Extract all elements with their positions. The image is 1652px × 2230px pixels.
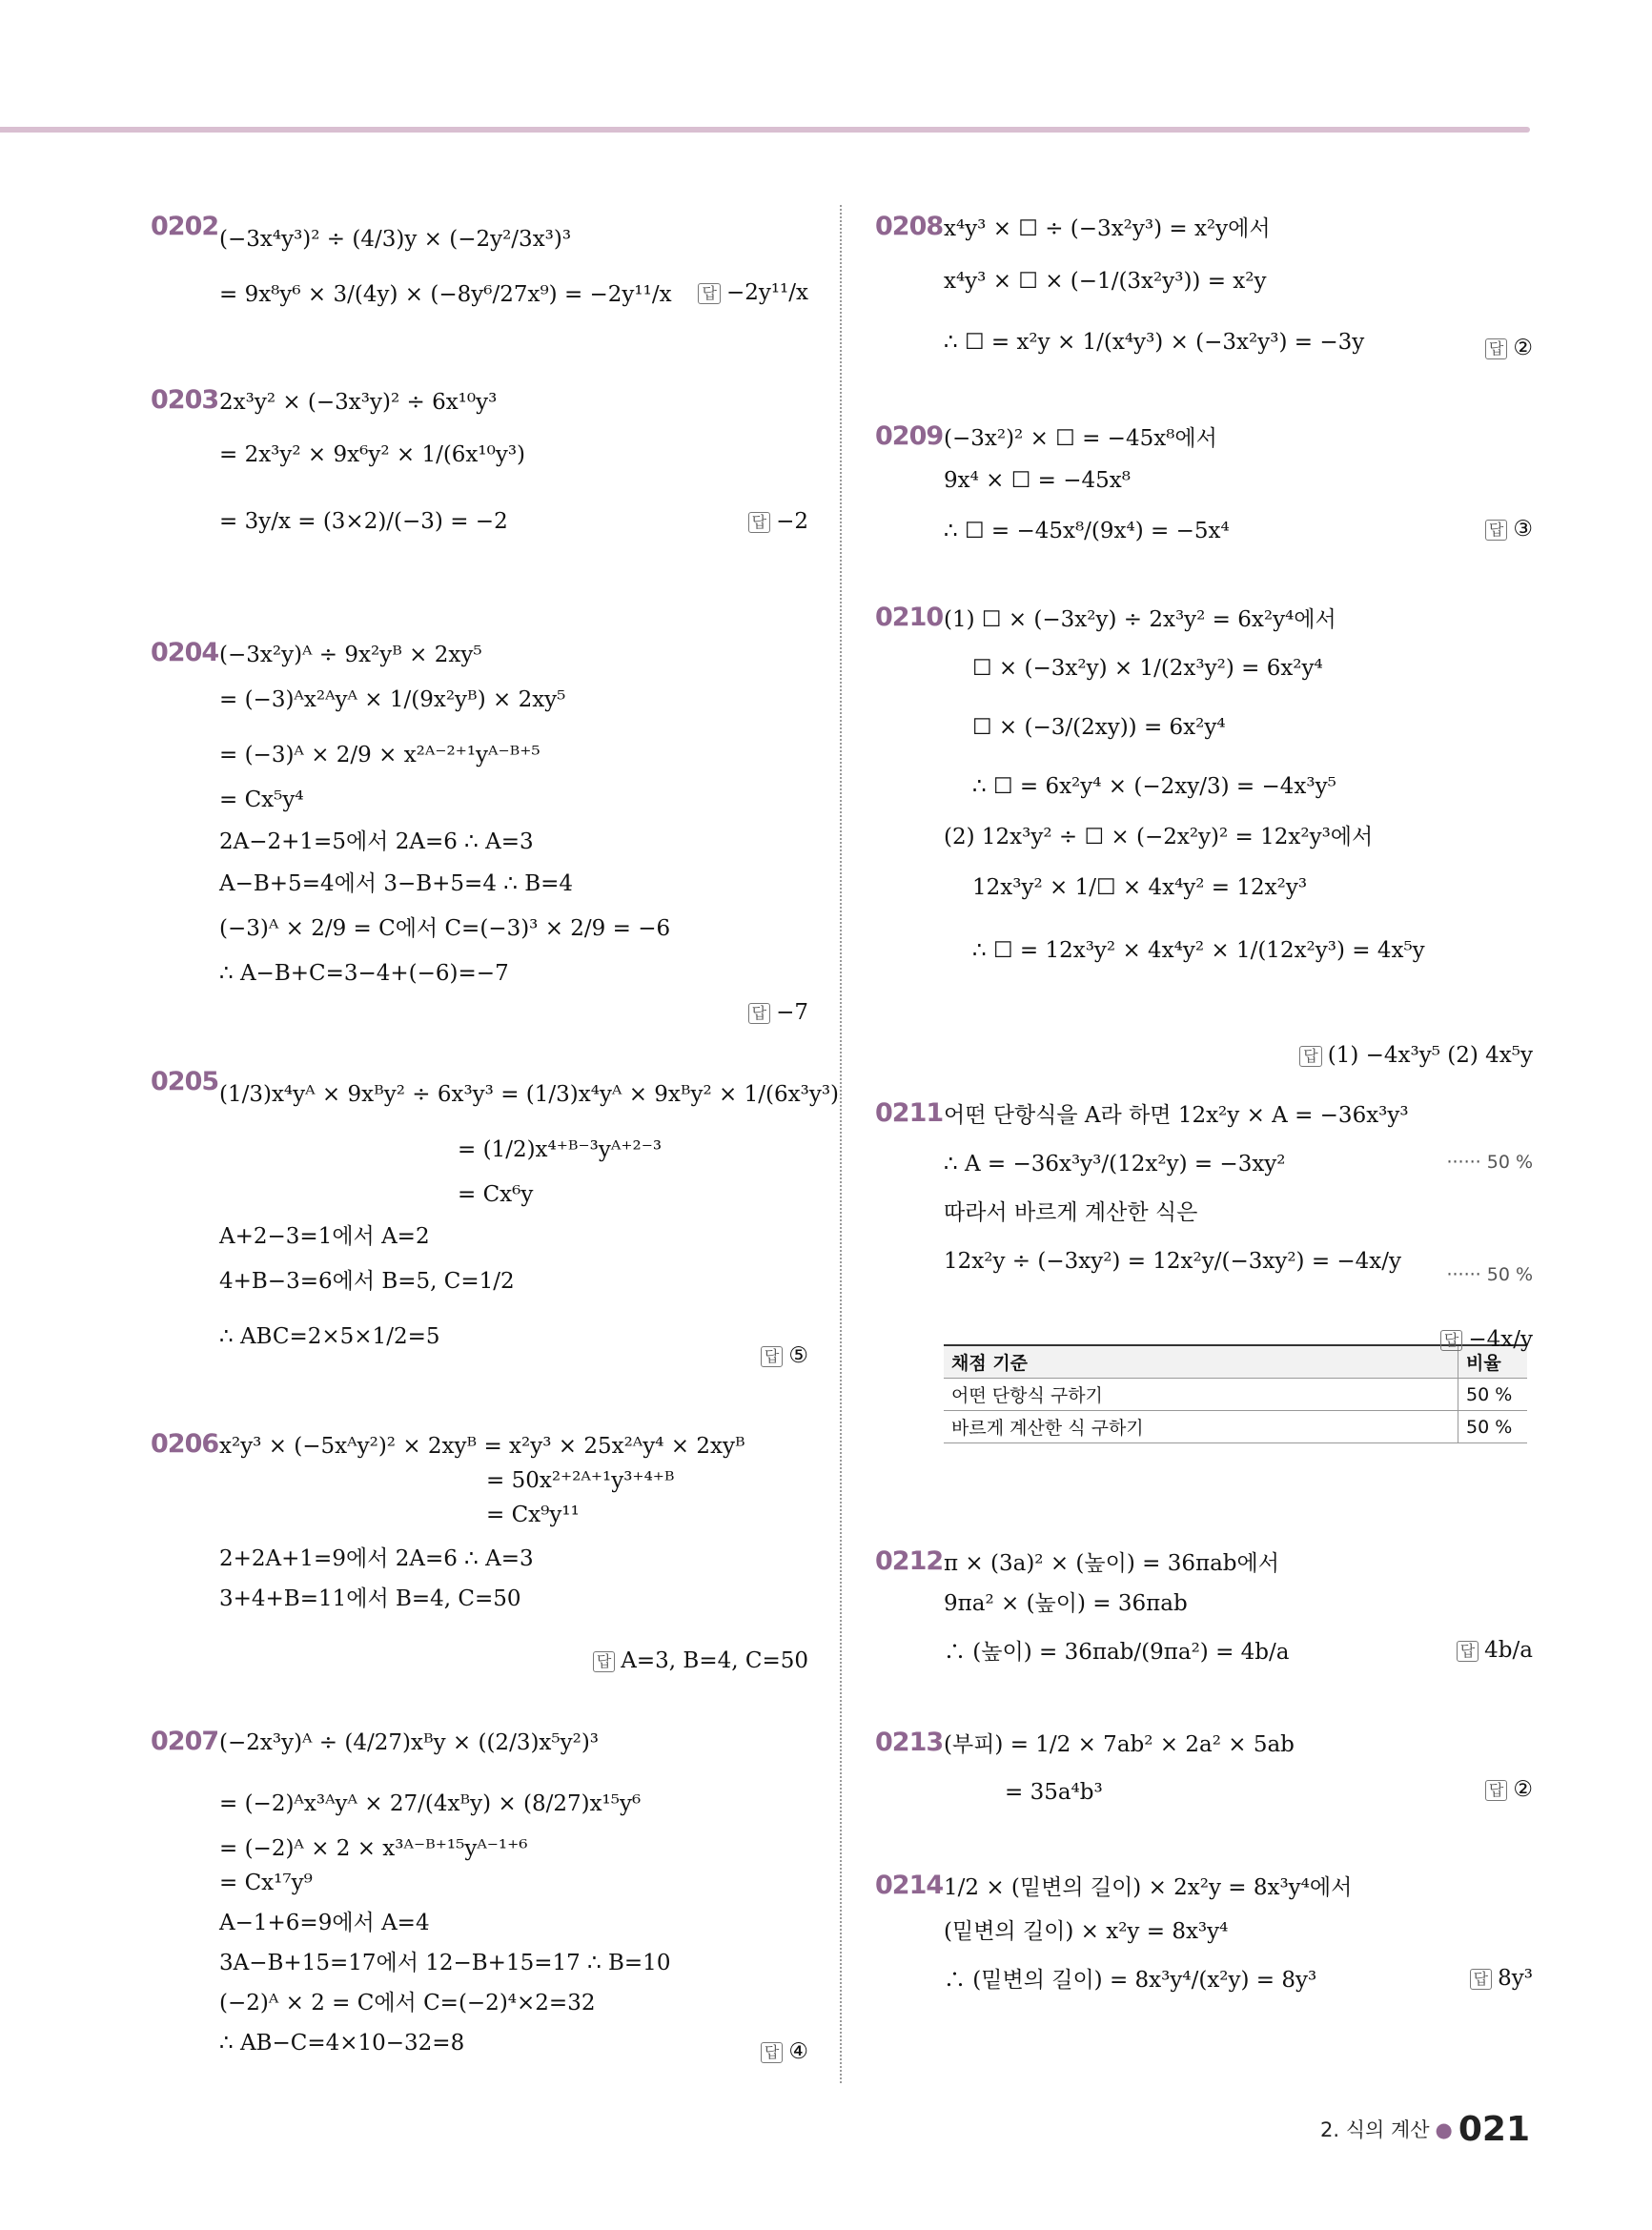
right-column — [875, 212, 1533, 2014]
problem-number: 0212 — [875, 1546, 944, 1576]
solution-line: (−3x²)² × ☐ = −45x⁸에서 — [944, 426, 1217, 451]
problem-0204 — [151, 638, 808, 1048]
problem-0202 — [151, 212, 808, 355]
answer — [1485, 1777, 1533, 1802]
answer-icon: 답 — [748, 1003, 770, 1024]
table-header: 비율 — [1458, 1345, 1528, 1379]
solution-line: (−3x²y)ᴬ ÷ 9x²yᴮ × 2xy⁵ — [219, 643, 482, 667]
answer-icon: 답 — [761, 1346, 783, 1367]
answer-icon: 답 — [1485, 1780, 1507, 1801]
solution-line: = Cx⁶y — [458, 1182, 534, 1207]
answer-value: −4x/y — [1468, 1327, 1533, 1352]
solution-line: ∴ ABC=2×5×1/2=5 — [219, 1324, 440, 1349]
solution-line: 어떤 단항식을 A라 하면 12x²y × A = −36x³y³ — [944, 1103, 1409, 1128]
solution-line: 따라서 바르게 계산한 식은 — [944, 1200, 1198, 1225]
solution-line: ☐ × (−3x²y) × 1/(2x³y²) = 6x²y⁴ — [972, 656, 1323, 681]
solution-line: = (1/2)x⁴⁺ᴮ⁻³yᴬ⁺²⁻³ — [458, 1137, 663, 1162]
solution-line: ∴ (높이) = 36πab/(9πa²) = 4b/a — [944, 1640, 1290, 1665]
problem-number: 0210 — [875, 603, 944, 632]
answer-value: ④ — [788, 2039, 808, 2064]
solution-line: = 50x²⁺²ᴬ⁺¹y³⁺⁴⁺ᴮ — [486, 1468, 675, 1493]
solution-line: ☐ × (−3/(2xy)) = 6x²y⁴ — [972, 715, 1226, 740]
solution-line: = (−2)ᴬx³ᴬyᴬ × 27/(4xᴮy) × (8/27)x¹⁵y⁶ — [219, 1791, 642, 1816]
answer-icon: 답 — [748, 512, 770, 533]
top-accent-bar — [0, 127, 1530, 133]
solution-line: 12x²y ÷ (−3xy²) = 12x²y/(−3xy²) = −4x/y — [944, 1249, 1402, 1274]
left-column — [151, 212, 840, 2077]
answer-value: −7 — [776, 1000, 808, 1025]
solution-line: = 2x³y² × 9x⁶y² × 1/(6x¹⁰y³) — [219, 442, 526, 467]
problem-number: 0207 — [151, 1727, 219, 1756]
solution-line: (2) 12x³y² ÷ ☐ × (−2x²y)² = 12x²y³에서 — [944, 825, 1374, 849]
answer-icon: 답 — [1299, 1046, 1321, 1067]
answer-value: 4b/a — [1484, 1638, 1533, 1663]
problem-number: 0208 — [875, 212, 944, 241]
problem-0207 — [151, 1715, 808, 2077]
solution-line: 4+B−3=6에서 B=5, C=1/2 — [219, 1269, 515, 1294]
page-footer — [1320, 2110, 1530, 2149]
solution-line: (밑변의 길이) × x²y = 8x³y⁴ — [944, 1919, 1229, 1944]
problem-number: 0203 — [151, 385, 219, 415]
solution-line: ∴ ☐ = 6x²y⁴ × (−2xy/3) = −4x³y⁵ — [972, 774, 1336, 799]
answer — [1470, 1966, 1533, 1991]
solution-line: ∴ A−B+C=3−4+(−6)=−7 — [219, 961, 509, 986]
solution-line: A+2−3=1에서 A=2 — [219, 1224, 430, 1249]
section-title: 2. 식의 계산 — [1319, 2118, 1430, 2141]
solution-line: = Cx¹⁷y⁹ — [219, 1871, 313, 1895]
problem-0211 — [875, 1098, 1533, 1537]
solution-line: ∴ ☐ = x²y × 1/(x⁴y³) × (−3x²y³) = −3y — [944, 330, 1365, 355]
problem-number: 0206 — [151, 1429, 219, 1459]
answer-value: A=3, B=4, C=50 — [621, 1648, 808, 1673]
answer — [748, 1000, 808, 1025]
solution-line: = (−3)ᴬ × 2/9 × x²ᴬ⁻²⁺¹yᴬ⁻ᴮ⁺⁵ — [219, 743, 540, 767]
answer-icon: 답 — [1470, 1969, 1492, 1990]
solution-line: (−3x⁴y³)² ÷ (4/3)y × (−2y²/3x³)³ — [219, 227, 572, 252]
table-cell: 50 % — [1458, 1411, 1528, 1443]
answer-value: ② — [1513, 1777, 1533, 1802]
problem-number: 0202 — [151, 212, 219, 241]
answer-icon: 답 — [593, 1651, 615, 1672]
solution-line: (1) ☐ × (−3x²y) ÷ 2x³y² = 6x²y⁴에서 — [944, 607, 1336, 632]
score-percent: ······ 50 % — [1446, 1264, 1533, 1285]
solution-line: = Cx⁵y⁴ — [219, 788, 304, 812]
table-header: 채점 기준 — [944, 1345, 1458, 1379]
answer-value: ③ — [1513, 517, 1533, 542]
solution-line: 2+2A+1=9에서 2A=6 ∴ A=3 — [219, 1546, 534, 1571]
answer-icon: 답 — [761, 2042, 783, 2063]
score-percent: ······ 50 % — [1446, 1152, 1533, 1173]
solution-line: ∴ AB−C=4×10−32=8 — [219, 2031, 465, 2056]
page-number: 021 — [1458, 2110, 1530, 2149]
solution-line: 3A−B+15=17에서 12−B+15=17 ∴ B=10 — [219, 1951, 671, 1975]
problem-0210 — [875, 603, 1533, 1079]
solution-line: ∴ ☐ = 12x³y² × 4x⁴y² × 1/(12x²y³) = 4x⁵y — [972, 938, 1425, 963]
answer-icon: 답 — [1485, 338, 1507, 359]
answer-icon: 답 — [698, 283, 720, 304]
column-divider — [840, 205, 842, 2083]
solution-line: = (−2)ᴬ × 2 × x³ᴬ⁻ᴮ⁺¹⁵yᴬ⁻¹⁺⁶ — [219, 1836, 528, 1861]
problem-number: 0213 — [875, 1728, 944, 1757]
solution-line: (−2)ᴬ × 2 = C에서 C=(−2)⁴×2=32 — [219, 1991, 596, 2015]
problem-number: 0209 — [875, 421, 944, 451]
bullet-icon: ● — [1435, 2118, 1453, 2141]
solution-line: 2A−2+1=5에서 2A=6 ∴ A=3 — [219, 829, 534, 854]
problem-0213 — [875, 1728, 1533, 1832]
solution-line: = Cx⁹y¹¹ — [486, 1503, 580, 1527]
answer — [1299, 1043, 1533, 1068]
problem-0206 — [151, 1429, 808, 1706]
answer — [593, 1648, 808, 1673]
problem-number: 0214 — [875, 1871, 944, 1900]
problem-number: 0211 — [875, 1098, 944, 1128]
table-cell: 50 % — [1458, 1379, 1528, 1411]
answer-value: −2 — [776, 509, 808, 534]
solution-line: (1/3)x⁴yᴬ × 9xᴮy² ÷ 6x³y³ = (1/3)x⁴yᴬ × 9xᴮy² × 1/(6x³y³) — [219, 1082, 840, 1107]
answer — [1485, 336, 1533, 360]
table-cell: 어떤 단항식 구하기 — [944, 1379, 1458, 1411]
answer-icon: 답 — [1457, 1641, 1479, 1662]
answer — [1440, 1327, 1533, 1352]
problem-0214 — [875, 1871, 1533, 2014]
solution-line: 1/2 × (밑변의 길이) × 2x²y = 8x³y⁴에서 — [944, 1875, 1353, 1900]
problem-number: 0204 — [151, 638, 219, 667]
solution-line: 3+4+B=11에서 B=4, C=50 — [219, 1586, 521, 1611]
answer-icon: 답 — [1440, 1330, 1462, 1351]
solution-line: ∴ ☐ = −45x⁸/(9x⁴) = −5x⁴ — [944, 519, 1230, 543]
problem-number: 0205 — [151, 1067, 219, 1096]
solution-line: π × (3a)² × (높이) = 36πab에서 — [944, 1551, 1279, 1576]
solution-line: 12x³y² × 1/☐ × 4x⁴y² = 12x²y³ — [972, 875, 1308, 900]
solution-line: (−2x³y)ᴬ ÷ (4/27)xᴮy × ((2/3)x⁵y²)³ — [219, 1730, 600, 1755]
answer-value: ② — [1513, 336, 1533, 360]
solution-line: = (−3)ᴬx²ᴬyᴬ × 1/(9x²yᴮ) × 2xy⁵ — [219, 687, 566, 712]
answer — [1457, 1638, 1533, 1663]
solution-line: A−1+6=9에서 A=4 — [219, 1911, 430, 1935]
solution-line: x⁴y³ × ☐ × (−1/(3x²y³)) = x²y — [944, 269, 1267, 294]
answer-value: −2y¹¹/x — [725, 280, 808, 305]
answer-icon: 답 — [1485, 520, 1507, 541]
answer — [748, 509, 808, 534]
answer — [761, 2039, 808, 2064]
problem-0205 — [151, 1067, 840, 1410]
solution-line: x⁴y³ × ☐ ÷ (−3x²y³) = x²y에서 — [944, 216, 1271, 241]
problem-0209 — [875, 421, 1533, 564]
solution-line: = 9x⁸y⁶ × 3/(4y) × (−8y⁶/27x⁹) = −2y¹¹/x — [219, 282, 672, 307]
answer — [1485, 517, 1533, 542]
answer-value: (1) −4x³y⁵ (2) 4x⁵y — [1327, 1043, 1533, 1068]
answer — [698, 280, 808, 305]
answer-value: ⑤ — [788, 1343, 808, 1368]
solution-line: 2x³y² × (−3x³y)² ÷ 6x¹⁰y³ — [219, 390, 498, 415]
solution-line: ∴ (밑변의 길이) = 8x³y⁴/(x²y) = 8y³ — [944, 1968, 1317, 1993]
solution-line: ∴ A = −36x³y³/(12x²y) = −3xy² — [944, 1152, 1286, 1176]
solution-line: x²y³ × (−5xᴬy²)² × 2xyᴮ = x²y³ × 25x²ᴬy⁴ × 2xyᴮ — [219, 1434, 745, 1459]
solution-line: = 3y/x = (3×2)/(−3) = −2 — [219, 509, 508, 534]
problem-0208 — [875, 212, 1533, 393]
solution-line: 9πa² × (높이) = 36πab — [944, 1591, 1188, 1616]
table-row — [944, 1411, 1527, 1443]
solution-line: (부피) = 1/2 × 7ab² × 2a² × 5ab — [944, 1732, 1295, 1757]
problem-0212 — [875, 1546, 1533, 1689]
scoring-table — [944, 1344, 1527, 1443]
solution-line: A−B+5=4에서 3−B+5=4 ∴ B=4 — [219, 871, 574, 896]
solution-line: 9x⁴ × ☐ = −45x⁸ — [944, 468, 1131, 493]
table-cell: 바르게 계산한 식 구하기 — [944, 1411, 1458, 1443]
problem-0203 — [151, 385, 808, 609]
answer — [761, 1343, 808, 1368]
solution-line: (−3)ᴬ × 2/9 = C에서 C=(−3)³ × 2/9 = −6 — [219, 916, 671, 941]
answer-value: 8y³ — [1498, 1966, 1533, 1991]
table-row — [944, 1379, 1527, 1411]
solution-line: = 35a⁴b³ — [1005, 1780, 1103, 1805]
